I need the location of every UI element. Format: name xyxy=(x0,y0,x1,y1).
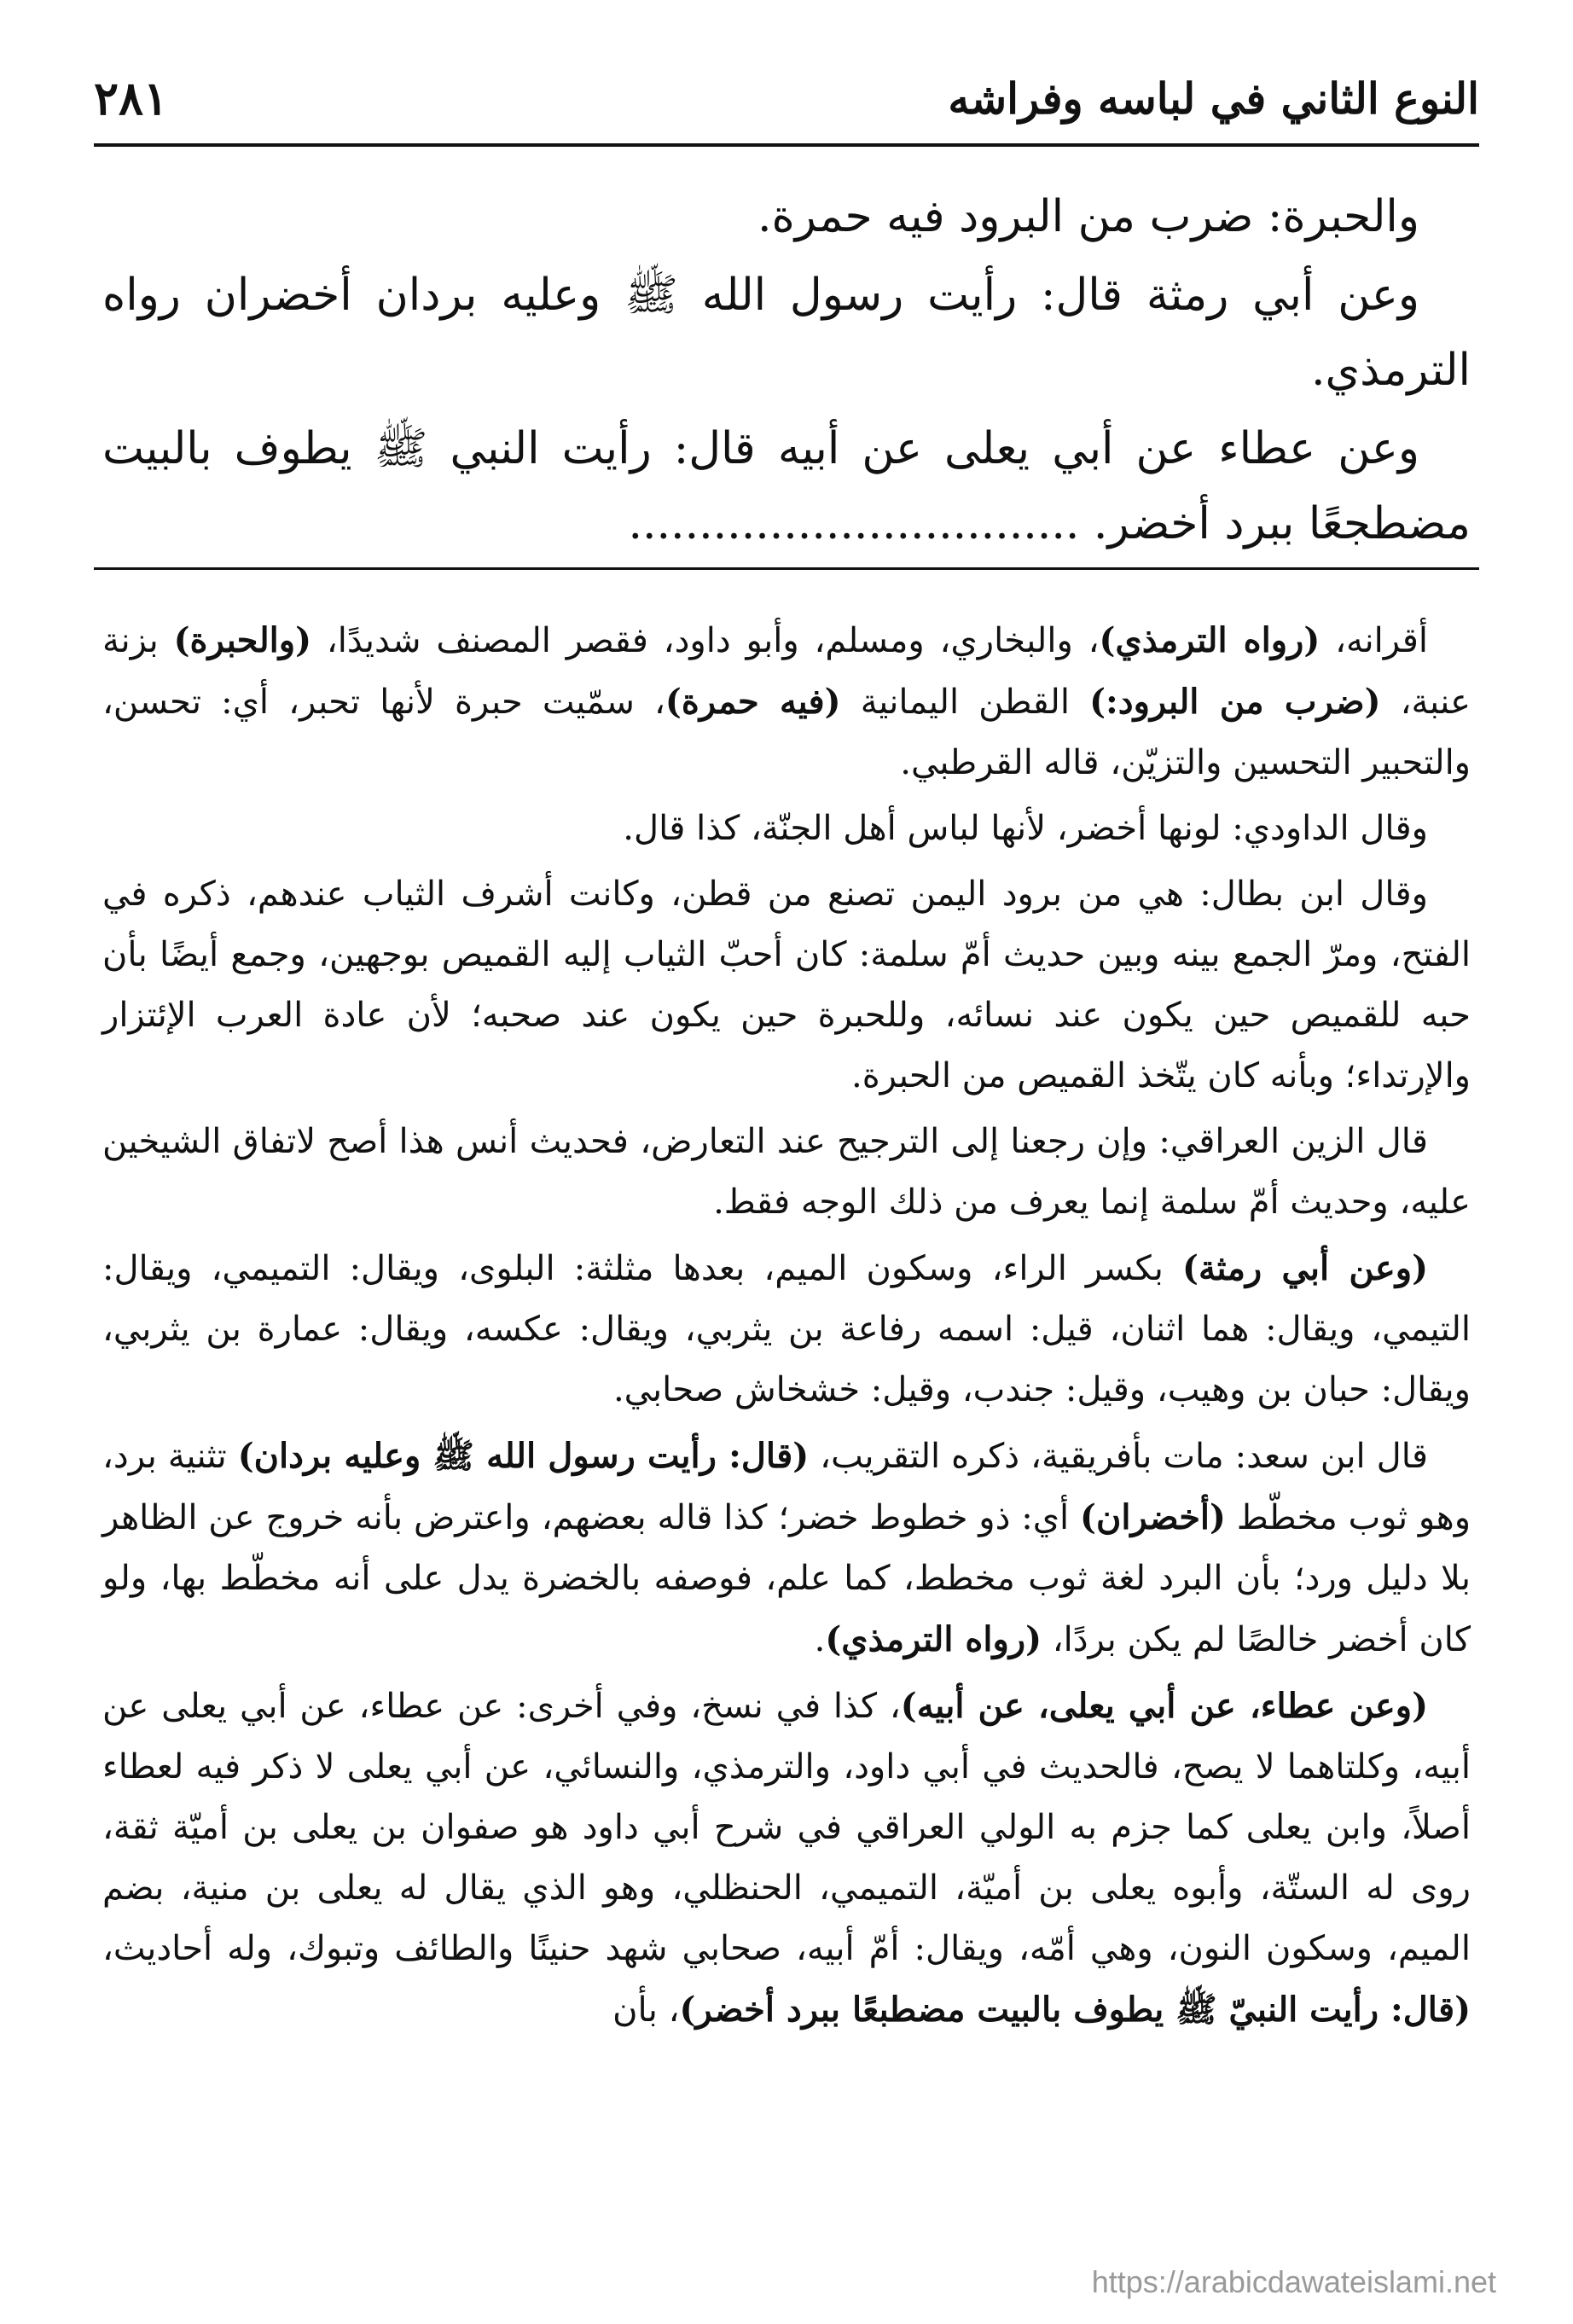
sharh-text: أي: ذو خطوط خضر؛ كذا قاله بعضهم، واعترض بأنه خروج عن الظاهر بلا دليل ورد؛ بأن البرد لغة ثوب مخطط، كما علم، فوصفه بالخضرة يدل على أنه مخطّط بها، ولو كان أخضر خالصًا لم يكن بردًا، xyxy=(102,1498,1471,1659)
sharh-text: تثنية برد، وهو ثوب مخطّط xyxy=(102,1437,1471,1537)
matn-paragraph-3 xyxy=(102,411,1471,561)
sharh-paragraph-4: قال الزين العراقي: وإن رجعنا إلى الترجيح عند التعارض، فحديث أنس هذا أصح لاتفاق الشيخين عليه، وحديث أمّ سلمة إنما يعرف من ذلك الوجه فقط. xyxy=(102,1122,1471,1222)
sharh-text: . xyxy=(814,1620,826,1659)
sharh-bold-quote: (وعن أبي رمثة) xyxy=(1182,1248,1428,1288)
sharh-bold-quote: (قال: رأيت رسول الله ﷺ وعليه بردان) xyxy=(237,1436,810,1476)
sharh-paragraph-2: وقال الداودي: لونها أخضر، لأنها لباس أهل الجنّة، كذا قال. xyxy=(623,809,1428,848)
commentary-text xyxy=(102,610,1471,2046)
watermark-url: https://arabicdawateislami.net xyxy=(1091,2264,1496,2299)
header-rule xyxy=(94,143,1479,147)
page-number: ٢٨١ xyxy=(94,71,169,125)
sharh-text: أقرانه، xyxy=(1320,621,1428,660)
sharh-text: ، سمّيت حبرة لأنها تحبر، أي: تحسن، والتحبير التحسين والتزيّن، قاله القرطبي. xyxy=(102,683,1471,782)
page-header xyxy=(94,60,1479,137)
sharh-paragraph-1 xyxy=(102,610,1471,793)
sharh-bold-quote: (ضرب من البرود:) xyxy=(1089,682,1381,722)
sharh-bold-quote: (والحبرة) xyxy=(173,620,311,660)
sharh-paragraph-6 xyxy=(102,1426,1471,1670)
sharh-bold-quote: (قال: رأيت النبيّ ﷺ يطوف بالبيت مضطبعًا ببرد أخضر) xyxy=(679,1990,1471,2030)
matn-paragraph-1: والحبرة: ضرب من البرود فيه حمرة. xyxy=(757,191,1419,242)
sharh-text: قال ابن سعد: مات بأفريقية، ذكره التقريب، xyxy=(809,1437,1429,1476)
sharh-text: ، والبخاري، ومسلم، وأبو داود، فقصر المصنف شديدًا، xyxy=(311,621,1100,660)
sharh-text: بزنة عنبة، xyxy=(102,621,1471,722)
sharh-paragraph-7 xyxy=(102,1676,1471,2041)
sharh-bold-quote: (أخضران) xyxy=(1080,1497,1226,1537)
running-title: النوع الثاني في لباسه وفراشه xyxy=(948,73,1479,124)
sharh-bold-quote: (فيه حمرة) xyxy=(665,682,841,722)
matn-paragraph-2: وعن أبي رمثة قال: رأيت رسول الله ﷺ وعليه بردان أخضران رواه الترمذي. xyxy=(102,270,1471,396)
sharh-text: ، كذا في نسخ، وفي أخرى: عن عطاء، عن أبي يعلى عن أبيه، وكلتاهما لا يصح، فالحديث في أبي داود، والترمذي، والنسائي، عن أبي يعلى لا ذكر فيه لعطاء أصلاً، وابن يعلى كما جزم به الولي العراقي في شرح أبي داود هو صفوان بن يعلى بن أميّة ثقة، روى له الستّة، وأبوه يعلى بن أميّة، التميمي، الحنظلي، وهو الذي يقال له يعلى بن منية، بضم الميم، وسكون النون، وهي أمّه، ويقال: أمّ أبيه، صحابي شهد حنينًا والطائف وتبوك، وله أحاديث، xyxy=(102,1687,1471,1968)
commentary-separator xyxy=(94,567,1479,570)
sharh-bold-quote: (رواه الترمذي) xyxy=(825,1619,1042,1659)
sharh-bold-quote: (وعن عطاء، عن أبي يعلى، عن أبيه) xyxy=(900,1686,1429,1726)
sharh-paragraph-3: وقال ابن بطال: هي من برود اليمن تصنع من قطن، وكانت أشرف الثياب عندهم، ذكره في الفتح، ومرّ الجمع بينه وبين حديث أمّ سلمة: كان أحبّ الثياب إليه القميص بوجهين، وجمع أيضًا بأن حبه للقميص حين يكون عند نسائه، وللحبرة حين يكون عند صحبه؛ لأن عادة العرب الإئتزار والإرتداء؛ وبأنه كان يتّخذ القميص من الحبرة. xyxy=(102,874,1471,1095)
sharh-paragraph-5 xyxy=(102,1238,1471,1421)
matn-paragraph-3-text: وعن عطاء عن أبي يعلى عن أبيه قال: رأيت النبي ﷺ يطوف بالبيت مضطجعًا ببرد أخضر. xyxy=(102,423,1471,549)
sharh-text: ، بأن xyxy=(612,1990,680,2030)
matn-dots: ................................ xyxy=(628,498,1080,549)
sharh-text: القطن اليمانية xyxy=(840,683,1090,722)
main-text xyxy=(102,179,1471,565)
sharh-bold-quote: (رواه الترمذي) xyxy=(1099,620,1321,660)
sharh-text: بكسر الراء، وسكون الميم، بعدها مثلثة: البلوى، ويقال: التميمي، ويقال: التيمي، ويقال: هما اثنان، قيل: اسمه رفاعة بن يثربي، ويقال: عكسه، ويقال: عمارة بن يثربي، ويقال: حبان بن وهيب، وقيل: جندب، وقيل: خشخاش صحابي. xyxy=(102,1249,1471,1409)
